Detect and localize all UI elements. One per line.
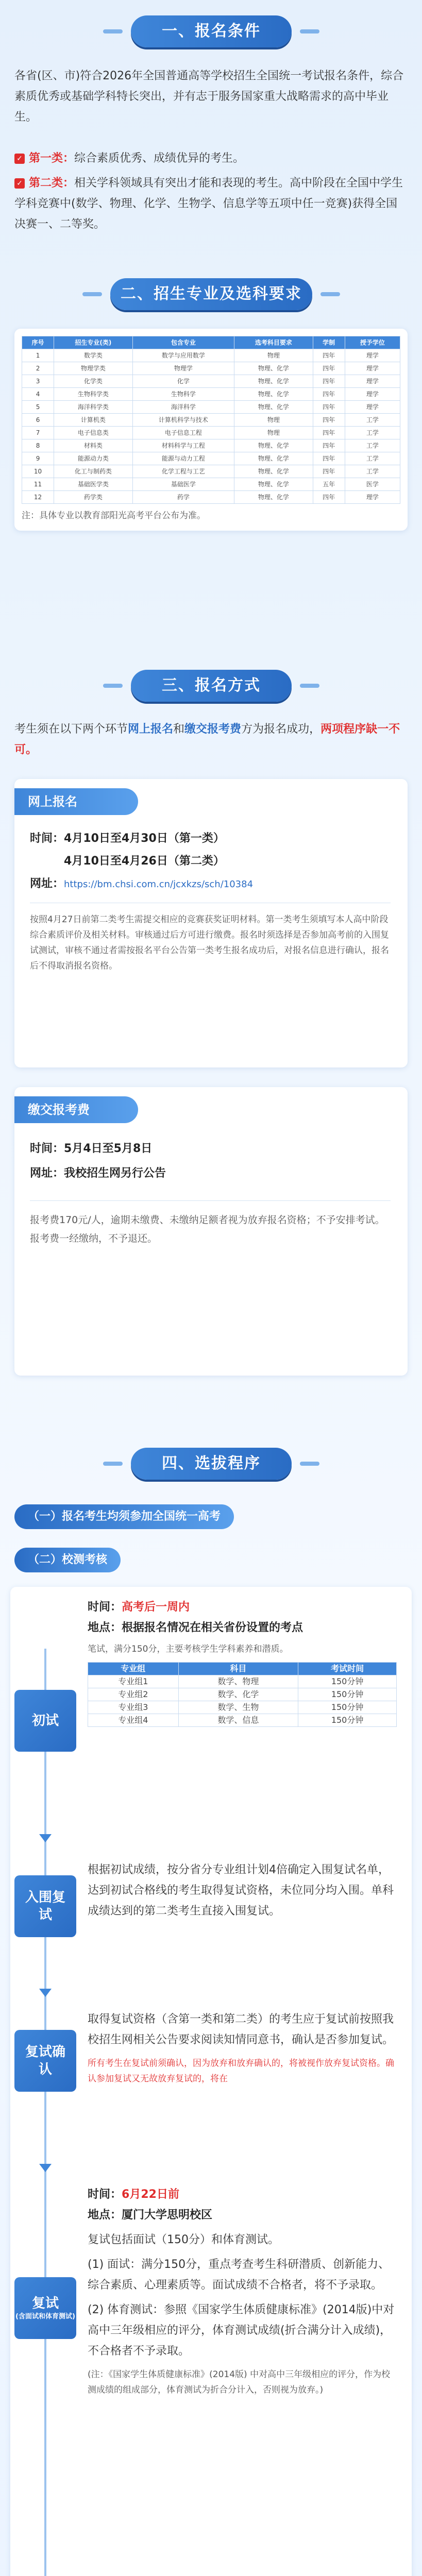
item-text: 综合素质优秀、成绩优异的考生。 <box>74 152 245 165</box>
majors-cell: 电子信息工程 <box>132 427 234 439</box>
majors-cell: 材料类 <box>54 439 132 452</box>
second-test-item-2: (2) 体育测试：参照《国家学生体质健康标准》(2014版)中对高中三年级相应的评分，体育测试成绩(折合满分计入成绩)，不合格者不予录取。 <box>88 2303 395 2358</box>
majors-cell: 化学 <box>132 375 234 388</box>
majors-header-cell: 选考科目要求 <box>234 336 313 349</box>
majors-header-cell: 序号 <box>22 336 54 349</box>
time-value: 4月10日至4月30日（第一类） <box>64 832 225 845</box>
majors-table-card <box>14 329 408 531</box>
majors-cell: 物理、化学 <box>234 439 313 452</box>
majors-cell: 8 <box>22 439 54 452</box>
majors-cell: 5 <box>22 401 54 414</box>
first-test-place <box>88 1618 397 1638</box>
place-value: 根据报名情况在相关省份设置的考点 <box>122 1621 303 1634</box>
majors-cell: 物理 <box>234 414 313 427</box>
majors-cell: 工学 <box>345 452 400 465</box>
section-title-banner <box>131 15 292 47</box>
majors-cell: 化工与制药类 <box>54 465 132 478</box>
stage-confirm <box>14 2030 76 2092</box>
first-test-time <box>88 1597 397 1618</box>
majors-cell: 物理、化学 <box>234 465 313 478</box>
test-cell: 150分钟 <box>298 1714 397 1727</box>
text: 缴交报考费 <box>184 723 242 736</box>
stage-first-test <box>14 1690 76 1752</box>
text: 两项程序缺一不可。 <box>14 723 400 756</box>
majors-cell: 物理、化学 <box>234 362 313 375</box>
majors-cell: 7 <box>22 427 54 439</box>
majors-cell: 6 <box>22 414 54 427</box>
test-cell: 数学、信息 <box>178 1714 298 1727</box>
majors-cell: 3 <box>22 375 54 388</box>
majors-cell: 四年 <box>313 388 345 401</box>
majors-cell: 物理、化学 <box>234 452 313 465</box>
majors-cell: 工学 <box>345 465 400 478</box>
test-header-cell: 专业组 <box>88 1663 179 1675</box>
majors-cell: 9 <box>22 452 54 465</box>
table-row <box>22 362 400 375</box>
time-label: 时间： <box>30 1142 64 1155</box>
stage-label <box>14 2277 76 2339</box>
shortlist-desc: 根据初试成绩，按分省分专业组计划4倍确定入围复试名单，达到初试合格线的考生取得复试资格，未位同分均入围。单科成绩达到的第二类考生直接入围复试。 <box>88 1863 394 1918</box>
majors-cell: 化学类 <box>54 375 132 388</box>
time-value: 高考后一周内 <box>122 1601 190 1614</box>
site-label: 网址： <box>30 1167 64 1180</box>
majors-cell: 工学 <box>345 427 400 439</box>
second-test-note: (注：《国家学生体质健康标准》(2014版) 中对高中三年级相应的评分，作为校测成绩的组成部分，体育测试为折合分计入，否则视为放弃。) <box>88 2369 391 2395</box>
time-value: 5月4日至5月8日 <box>64 1142 153 1155</box>
majors-cell: 基础医学类 <box>54 478 132 491</box>
online-time <box>30 828 391 849</box>
site-label: 网址： <box>30 877 64 890</box>
majors-cell: 理学 <box>345 401 400 414</box>
majors-cell: 四年 <box>313 491 345 504</box>
place-label: 地点： <box>88 1621 122 1634</box>
majors-cell: 物理 <box>234 427 313 439</box>
majors-cell: 药学类 <box>54 491 132 504</box>
section-title: 一、报名条件 <box>162 22 261 40</box>
majors-cell: 工学 <box>345 439 400 452</box>
test-cell: 数学、化学 <box>178 1688 298 1701</box>
text: 网上报名 <box>128 723 174 736</box>
majors-cell: 医学 <box>345 478 400 491</box>
majors-cell: 理学 <box>345 362 400 375</box>
majors-cell: 数学类 <box>54 349 132 362</box>
majors-cell: 理学 <box>345 491 400 504</box>
place-label: 地点： <box>88 2209 122 2222</box>
eligibility-intro: 各省(区、市)符合2026年全国普通高等学校招生全国统一考试报名条件，综合素质优秀或基础学科特长突出，并有志于服务国家重大战略需求的高中毕业生。 <box>14 70 404 124</box>
confirm-desc: 取得复试资格（含第一类和第二类）的考生应于复试前按照我校招生网相关公告要求阅读知情同意书，确认是否参加复试。 <box>88 2013 394 2046</box>
flow-arrow <box>39 1989 52 1997</box>
majors-cell: 基础医学 <box>132 478 234 491</box>
majors-cell: 物理、化学 <box>234 388 313 401</box>
registration-intro <box>14 719 408 760</box>
majors-cell: 四年 <box>313 349 345 362</box>
online-detail: 按照4月27日前第二类考生需提交相应的竞赛获奖证明材料。第一类考生须填写本人高中阶段综合素质评价及相关材料。审核通过后方可进行缴费。报名时须选择是否参加高考前的入围复试测试，审核不通过者需按报名平台公告第一类考生报名成功后，对报名信息进行确认，报名后不得取消报名资格。 <box>30 914 389 971</box>
majors-header-cell: 授予学位 <box>345 336 400 349</box>
site-value: 我校招生网另行公告 <box>64 1167 166 1180</box>
section-selection <box>0 1432 422 2576</box>
checkbox-icon: ✓ <box>14 154 25 164</box>
majors-cell: 物理学类 <box>54 362 132 375</box>
second-test-time <box>88 2184 397 2205</box>
section-title: 二、招生专业及选科要求 <box>121 285 302 303</box>
divider <box>30 1200 391 1201</box>
test-cell: 专业组4 <box>88 1714 179 1727</box>
majors-cell: 材料科学与工程 <box>132 439 234 452</box>
majors-cell: 化学工程与工艺 <box>132 465 234 478</box>
majors-cell: 四年 <box>313 401 345 414</box>
text: 和 <box>173 723 185 736</box>
majors-cell: 四年 <box>313 414 345 427</box>
table-row <box>22 349 400 362</box>
majors-cell: 1 <box>22 349 54 362</box>
majors-cell: 理学 <box>345 388 400 401</box>
first-test-desc: 笔试，满分150分，主要考核学生学科素养和潜质。 <box>88 1644 289 1654</box>
fee-detail: 报考费170元/人，逾期未缴费、未缴纳足额者视为放弃报名资格；不予安排考试。报考费一经缴纳，不予退还。 <box>30 1214 385 1244</box>
stage-label-sub: (含面试和体育测试) <box>15 2313 75 2320</box>
majors-table <box>22 336 400 504</box>
stage-label-text: 入围复试 <box>25 1890 65 1923</box>
test-cell: 150分钟 <box>298 1675 397 1688</box>
item-text: 相关学科领域具有突出才能和表现的考生。高中阶段在全国中学生学科竞赛中(数学、物理、化学、生物学、信息学等五项中任一竞赛)获得全国决赛一、二等奖。 <box>14 177 403 231</box>
time-label: 时间： <box>88 2188 122 2201</box>
section-registration <box>0 659 422 1443</box>
table-row <box>22 427 400 439</box>
majors-cell: 物理、化学 <box>234 491 313 504</box>
eligibility-item-2 <box>14 173 408 235</box>
flow-line <box>44 1649 46 2576</box>
majors-cell: 四年 <box>313 362 345 375</box>
majors-cell: 物理、化学 <box>234 375 313 388</box>
table-row <box>22 375 400 388</box>
time-value: 6月22日前 <box>122 2188 179 2201</box>
majors-cell: 理学 <box>345 375 400 388</box>
majors-header-cell: 招生专业(类) <box>54 336 132 349</box>
majors-cell: 12 <box>22 491 54 504</box>
majors-cell: 电子信息类 <box>54 427 132 439</box>
online-registration-card <box>14 779 408 1067</box>
majors-cell: 五年 <box>313 478 345 491</box>
majors-cell: 理学 <box>345 349 400 362</box>
eligibility-item-1 <box>14 148 408 169</box>
majors-cell: 能源动力类 <box>54 452 132 465</box>
test-cell: 150分钟 <box>298 1701 397 1714</box>
time-label: 时间： <box>88 1601 122 1614</box>
table-row <box>22 452 400 465</box>
test-cell: 数学、物理 <box>178 1675 298 1688</box>
majors-cell: 四年 <box>313 375 345 388</box>
second-test-place <box>88 2205 397 2226</box>
majors-cell: 生物科学类 <box>54 388 132 401</box>
majors-cell: 药学 <box>132 491 234 504</box>
majors-cell: 四年 <box>313 427 345 439</box>
test-cell: 专业组2 <box>88 1688 179 1701</box>
flow-arrow <box>39 1834 52 1842</box>
majors-note: 注：具体专业以教育部阳光高考平台公布为准。 <box>22 511 206 521</box>
stage-second-test <box>14 2277 76 2339</box>
test-cell: 数学、生物 <box>178 1701 298 1714</box>
section-eligibility <box>0 0 422 268</box>
place-value: 厦门大学思明校区 <box>122 2209 213 2222</box>
online-site-link[interactable]: https://bm.chsi.com.cn/jcxkzs/sch/10384 <box>64 879 254 890</box>
majors-cell: 2 <box>22 362 54 375</box>
stage-label <box>14 2030 76 2092</box>
majors-header-cell: 学制 <box>313 336 345 349</box>
majors-cell: 工学 <box>345 414 400 427</box>
majors-cell: 11 <box>22 478 54 491</box>
table-row <box>22 465 400 478</box>
first-test-table <box>88 1662 397 1727</box>
test-cell: 150分钟 <box>298 1688 397 1701</box>
card-heading: 缴交报考费 <box>14 1096 138 1123</box>
online-site <box>30 874 396 895</box>
majors-cell: 物理学 <box>132 362 234 375</box>
text: 考生须在以下两个环节 <box>14 723 128 736</box>
fee-card <box>14 1087 408 1376</box>
table-row <box>22 414 400 427</box>
majors-cell: 4 <box>22 388 54 401</box>
table-row <box>22 401 400 414</box>
table-row <box>88 1688 397 1701</box>
majors-cell: 海洋科学 <box>132 401 234 414</box>
table-row <box>22 388 400 401</box>
majors-cell: 物理、化学 <box>234 401 313 414</box>
card-heading: 网上报名 <box>14 788 138 815</box>
majors-cell: 四年 <box>313 465 345 478</box>
stage-label <box>14 1690 76 1752</box>
majors-header-cell: 包含专业 <box>132 336 234 349</box>
test-cell: 专业组3 <box>88 1701 179 1714</box>
flow-arrow <box>39 2164 52 2172</box>
majors-cell: 能源与动力工程 <box>132 452 234 465</box>
online-time-2: 4月10日至4月26日（第二类） <box>64 855 225 868</box>
step-pill-gaokao: （一）报名考生均须参加全国统一高考 <box>14 1504 234 1529</box>
second-test-item-1: (1) 面试：满分150分，重点考查考生科研潜质、创新能力、综合素质、心理素质等。面试成绩不合格者，将不予录取。 <box>88 2258 390 2292</box>
majors-cell: 计算机类 <box>54 414 132 427</box>
table-row <box>88 1701 397 1714</box>
table-row <box>22 491 400 504</box>
stage-label-text: 复试 <box>31 2296 59 2311</box>
majors-cell: 物理、化学 <box>234 478 313 491</box>
majors-cell: 10 <box>22 465 54 478</box>
section-title: 三、报名方式 <box>162 676 261 694</box>
section-title-banner <box>110 278 312 310</box>
section-title: 四、选拔程序 <box>162 1454 261 1472</box>
stage-label <box>14 1875 76 1937</box>
time-label: 时间： <box>30 832 64 845</box>
section-majors <box>0 268 422 670</box>
table-row <box>22 478 400 491</box>
majors-cell: 四年 <box>313 439 345 452</box>
table-row <box>88 1675 397 1688</box>
fee-site <box>30 1163 391 1184</box>
text: 方为报名成功， <box>241 723 321 736</box>
table-row <box>22 439 400 452</box>
test-header-cell: 科目 <box>178 1663 298 1675</box>
confirm-note: 所有考生在复试前须确认，因为放弃和放弃确认的，将被视作放弃复试资格。确认参加复试又无故放弃复试的，将在 <box>88 2058 394 2084</box>
majors-cell: 计算机科学与技术 <box>132 414 234 427</box>
majors-cell: 海洋科学类 <box>54 401 132 414</box>
stage-shortlist <box>14 1875 76 1937</box>
table-row <box>88 1714 397 1727</box>
stage-label-text: 初试 <box>31 1713 59 1728</box>
checkbox-icon: ✓ <box>14 178 25 189</box>
section-title-banner <box>131 670 292 702</box>
majors-cell: 生物科学 <box>132 388 234 401</box>
test-cell: 专业组1 <box>88 1675 179 1688</box>
second-test-desc: 复试包括面试（150分）和体育测试。 <box>88 2233 279 2246</box>
item-label: 第一类： <box>29 152 75 165</box>
majors-cell: 四年 <box>313 452 345 465</box>
step-pill-school-test: （二）校测考核 <box>14 1548 121 1572</box>
second-test-details <box>88 2184 397 2398</box>
fee-time <box>30 1139 391 1159</box>
test-header-cell: 考试时间 <box>298 1663 397 1675</box>
confirm-details <box>88 2009 397 2087</box>
first-test-details <box>88 1597 397 1727</box>
majors-cell: 物理 <box>234 349 313 362</box>
section-title-banner <box>131 1448 292 1480</box>
stage-label-text: 复试确认 <box>25 2044 65 2077</box>
item-label: 第二类： <box>29 177 75 190</box>
majors-cell: 数学与应用数学 <box>132 349 234 362</box>
